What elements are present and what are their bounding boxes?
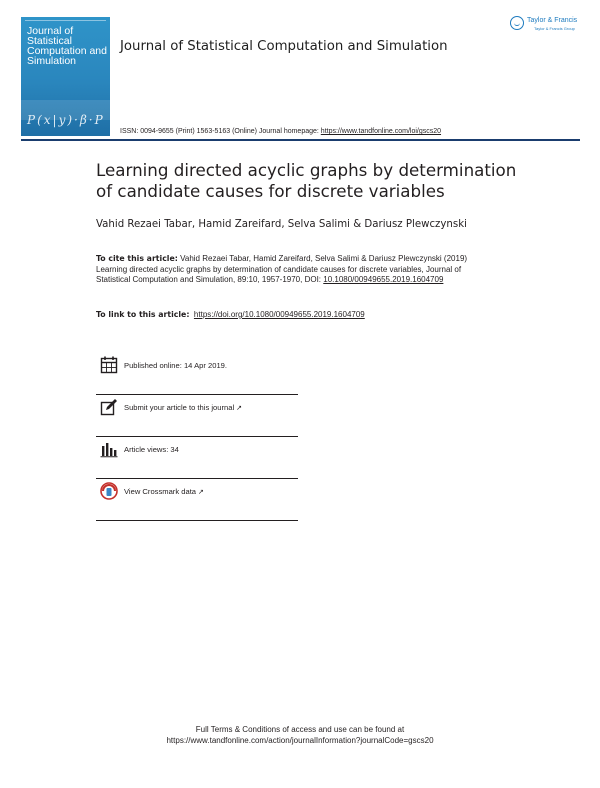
citation-label: To cite this article: — [96, 254, 178, 263]
article-views-row — [96, 436, 298, 479]
citation-block — [96, 254, 486, 286]
crossmark-link[interactable]: View Crossmark data ↗ — [124, 487, 204, 496]
article-views-text: Article views: 34 — [124, 445, 179, 454]
crossmark-row[interactable] — [96, 478, 298, 521]
article-link-block — [96, 310, 365, 319]
header-divider — [21, 139, 580, 141]
article-link-label: To link to this article: — [96, 310, 190, 319]
published-online-text: Published online: 14 Apr 2019. — [124, 361, 228, 370]
submit-article-link[interactable]: Submit your article to this journal ↗ — [124, 403, 243, 412]
publisher-name: Taylor & Francis — [527, 17, 578, 24]
article-authors: Vahid Rezaei Tabar, Hamid Zareifard, Selva Salimi & Dariusz Plewczynski — [96, 219, 467, 230]
issn-line — [120, 128, 441, 135]
journal-homepage-link[interactable]: https://www.tandfonline.com/loi/gscs20 — [320, 128, 442, 135]
citation-doi-link[interactable]: 10.1080/00949655.2019.1604709 — [323, 275, 444, 285]
external-link-icon: ↗ — [198, 489, 204, 496]
publisher-group: Taylor & Francis Group — [534, 26, 575, 31]
cover-title: Journal of Statistical Computation and Simulation — [27, 25, 107, 67]
edit-icon — [100, 398, 118, 416]
calendar-icon — [100, 356, 118, 374]
publisher-logo-icon — [510, 16, 524, 30]
bar-chart-icon — [100, 440, 118, 458]
issn-text: ISSN: 0094-9655 (Print) 1563-5163 (Online) Journal homepage: — [120, 128, 321, 135]
citation-text: Vahid Rezaei Tabar, Hamid Zareifard, Selva Salimi & Dariusz Plewczynski (2019) Learning directed acyclic graphs by determination of candidate causes for discrete variables, Journal of Statistical Computation and Simulation, 89:10, 1957-1970, DOI: — [96, 254, 468, 285]
footer-terms-link[interactable]: https://www.tandfonline.com/action/journalInformation?journalCode=gscs20 — [166, 736, 434, 745]
external-link-icon: ↗ — [236, 405, 243, 412]
journal-cover-image: Journal of Statistical Computation and Simulation P(x|y)·β·P — [21, 17, 110, 136]
journal-title: Journal of Statistical Computation and Simulation — [120, 39, 448, 54]
submit-article-row[interactable] — [96, 394, 298, 437]
article-doi-link[interactable]: https://doi.org/10.1080/00949655.2019.1604709 — [193, 310, 365, 319]
terms-footer — [0, 724, 600, 746]
published-online-row — [96, 352, 298, 395]
crossmark-icon — [100, 482, 118, 500]
article-title: Learning directed acyclic graphs by determination of candidate causes for discrete variables — [96, 160, 517, 201]
footer-terms-text: Full Terms & Conditions of access and use can be found at — [195, 725, 405, 734]
